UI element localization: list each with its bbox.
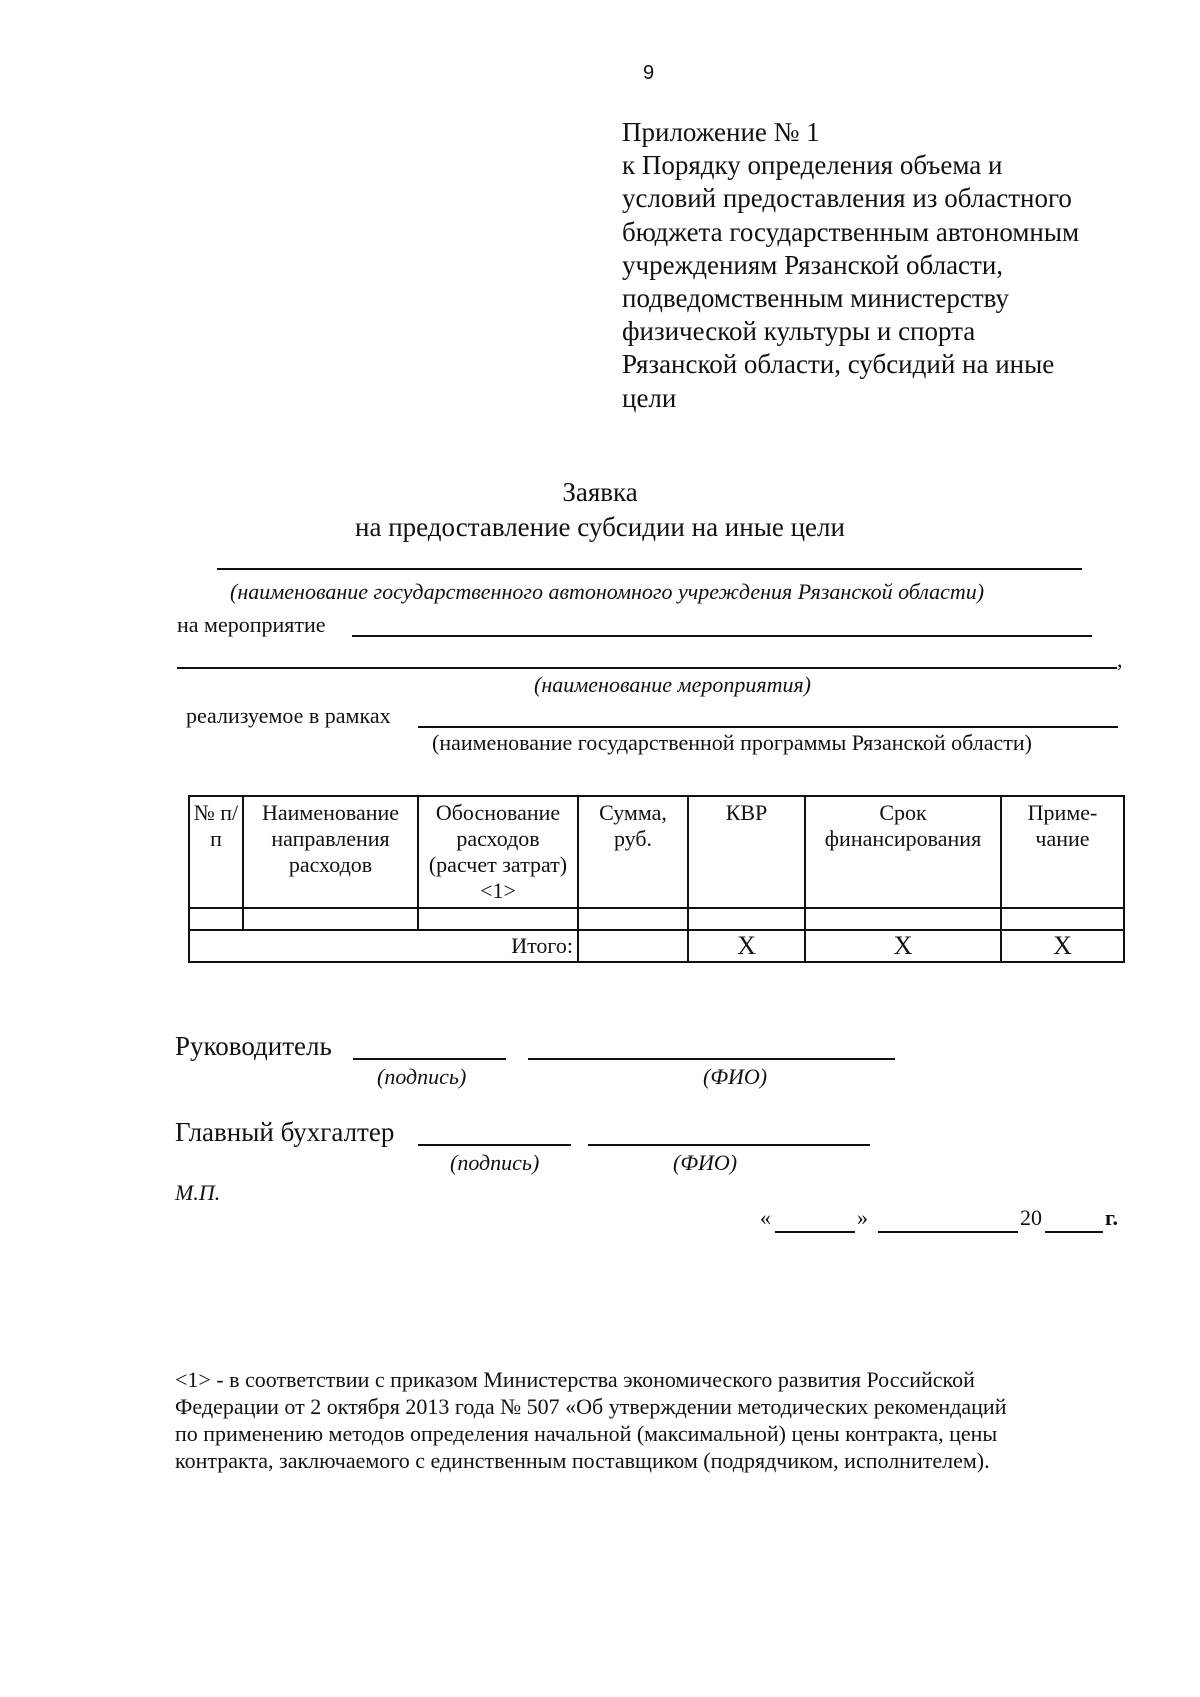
total-label: Итого: (189, 930, 578, 962)
total-note-mark: X (1001, 930, 1124, 962)
appendix-line: условий предоставления из областного (622, 183, 1072, 214)
table-cell[interactable] (189, 908, 243, 930)
accountant-name-caption: (ФИО) (673, 1150, 738, 1175)
header-note: Приме-чание (1001, 796, 1124, 908)
footnote (175, 1366, 1135, 1474)
document-title: Заявка (562, 477, 638, 507)
head-name-line[interactable] (528, 1058, 895, 1060)
expenses-table (188, 795, 1125, 963)
table-row (189, 908, 1124, 930)
table-cell[interactable] (805, 908, 1001, 930)
appendix-line: бюджета государственным автономным (622, 216, 1080, 247)
head-signature-caption: (подпись) (377, 1064, 467, 1089)
event-comma: , (1117, 647, 1123, 672)
institution-name-line[interactable] (217, 568, 1082, 570)
table-cell[interactable] (688, 908, 805, 930)
appendix-line: цели (622, 382, 677, 413)
institution-caption: (наименование государственного автономного учреждения Рязанской области) (230, 579, 985, 604)
total-row (189, 930, 1124, 962)
header-kvr: КВР (688, 796, 805, 908)
event-caption: (наименование мероприятия) (534, 672, 812, 697)
header-justification: Обоснование расходов (расчет затрат) <1> (418, 796, 578, 908)
stamp-label: М.П. (175, 1180, 221, 1205)
head-signature-line[interactable] (353, 1058, 506, 1060)
footnote-line: контракта, заключаемого с единственным поставщиком (подрядчиком, исполнителем). (175, 1448, 990, 1473)
accountant-name-line[interactable] (588, 1144, 870, 1146)
document-subtitle: на предоставление субсидии на иные цели (355, 512, 845, 542)
program-name-line[interactable] (418, 726, 1118, 728)
accountant-signature-line[interactable] (418, 1144, 571, 1146)
accountant-signature-caption: (подпись) (450, 1150, 540, 1175)
program-label: реализуемое в рамках (186, 703, 391, 728)
table-cell[interactable] (1001, 908, 1124, 930)
header-financing-term: Срок финансирования (805, 796, 1001, 908)
table-cell[interactable] (578, 908, 688, 930)
footnote-line: по применению методов определения начальной (максимальной) цены контракта, цены (175, 1421, 998, 1446)
page-number: 9 (643, 62, 655, 84)
event-name-line-2[interactable] (177, 667, 1117, 669)
date-day-line[interactable] (775, 1231, 855, 1233)
appendix-line: к Порядку определения объема и (622, 150, 1003, 181)
head-name-caption: (ФИО) (703, 1064, 768, 1089)
date-open-quote: « (760, 1205, 771, 1230)
date-year-prefix: 20 (1020, 1205, 1042, 1230)
event-label: на мероприятие (177, 612, 326, 637)
table-cell[interactable] (243, 908, 418, 930)
footnote-line: <1> - в соответствии с приказом Министерства экономического развития Российской (175, 1367, 975, 1392)
table-cell[interactable] (418, 908, 578, 930)
event-name-line[interactable] (352, 635, 1092, 637)
footnote-line: Федерации от 2 октября 2013 года № 507 «Об утверждении методических рекомендаций (175, 1394, 1007, 1419)
appendix-line: подведомственным министерству (622, 283, 1009, 314)
header-number: № п/п (189, 796, 243, 908)
appendix-line: Рязанской области, субсидий на иные (622, 349, 1055, 380)
head-label: Руководитель (175, 1031, 332, 1061)
appendix-heading (622, 116, 1142, 415)
date-year-suffix: г. (1105, 1205, 1119, 1230)
total-kvr-mark: X (688, 930, 805, 962)
appendix-line: Приложение № 1 (622, 117, 820, 147)
accountant-label: Главный бухгалтер (175, 1117, 395, 1147)
date-year-line[interactable] (1045, 1231, 1103, 1233)
total-sum-cell[interactable] (578, 930, 688, 962)
appendix-line: учреждениям Рязанской области, (622, 249, 1004, 280)
appendix-line: физической культуры и спорта (622, 316, 976, 347)
date-close-quote: » (857, 1205, 868, 1230)
date-month-line[interactable] (878, 1231, 1018, 1233)
total-term-mark: X (805, 930, 1001, 962)
header-sum: Сумма, руб. (578, 796, 688, 908)
table-header-row (189, 796, 1124, 908)
header-direction: Наименование направления расходов (243, 796, 418, 908)
program-caption: (наименование государственной программы Рязанской области) (432, 730, 1032, 755)
